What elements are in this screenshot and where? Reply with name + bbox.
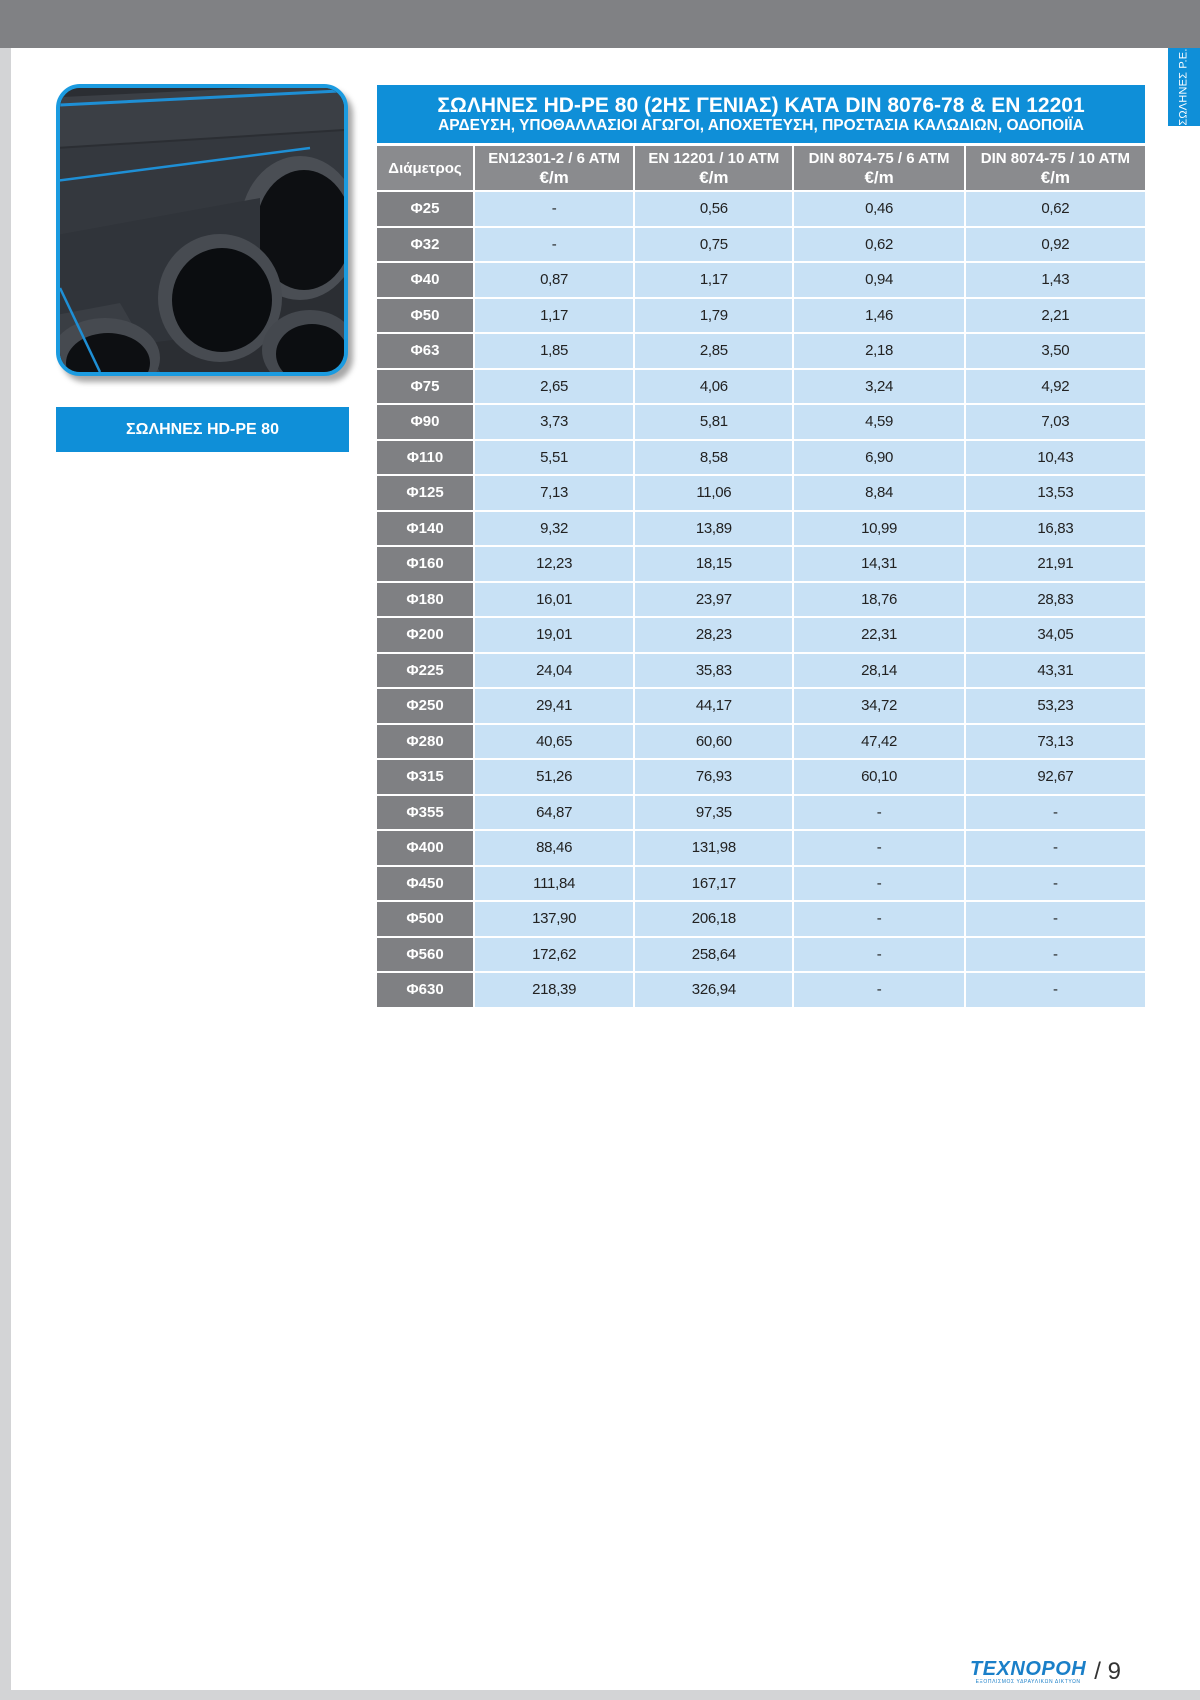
footer bbox=[970, 1658, 1121, 1686]
price-cell: 28,23 bbox=[635, 618, 792, 652]
price-cell: 11,06 bbox=[635, 476, 792, 510]
price-cell: 28,83 bbox=[966, 583, 1145, 617]
price-cell: - bbox=[966, 973, 1145, 1007]
diameter-cell: Φ560 bbox=[377, 938, 473, 972]
price-cell: 4,59 bbox=[794, 405, 963, 439]
column-standard: DIN 8074-75 / 6 ATM bbox=[808, 150, 950, 167]
price-cell: 12,23 bbox=[475, 547, 633, 581]
price-cell: 326,94 bbox=[635, 973, 792, 1007]
price-cell: 22,31 bbox=[794, 618, 963, 652]
price-cell: 3,73 bbox=[475, 405, 633, 439]
column-unit: €/m bbox=[699, 168, 729, 187]
price-cell: 34,72 bbox=[794, 689, 963, 723]
diameter-cell: Φ140 bbox=[377, 512, 473, 546]
price-cell: 111,84 bbox=[475, 867, 633, 901]
price-cell: 0,75 bbox=[635, 228, 792, 262]
price-cell: 44,17 bbox=[635, 689, 792, 723]
price-cell: - bbox=[794, 973, 963, 1007]
diameter-cell: Φ25 bbox=[377, 192, 473, 226]
price-cell: - bbox=[966, 831, 1145, 865]
price-cell: 24,04 bbox=[475, 654, 633, 688]
price-cell: - bbox=[794, 831, 963, 865]
price-table bbox=[375, 144, 1147, 1009]
price-cell: 34,05 bbox=[966, 618, 1145, 652]
price-cell: 7,13 bbox=[475, 476, 633, 510]
price-cell: 0,56 bbox=[635, 192, 792, 226]
price-cell: - bbox=[794, 938, 963, 972]
table-row bbox=[377, 228, 1145, 262]
price-cell: 60,60 bbox=[635, 725, 792, 759]
price-cell: 2,18 bbox=[794, 334, 963, 368]
top-bar bbox=[0, 0, 1200, 48]
brand-tagline: ΕΞΟΠΛΙΣΜΟΣ ΥΔΡΑΥΛΙΚΩΝ ΔΙΚΤΥΩΝ bbox=[975, 1679, 1081, 1685]
price-cell: 53,23 bbox=[966, 689, 1145, 723]
price-cell: 18,76 bbox=[794, 583, 963, 617]
table-title: ΣΩΛΗΝΕΣ HD-PE 80 (2ΗΣ ΓΕΝΙΑΣ) ΚΑΤΑ DIN 8076-78 & EN 12201 bbox=[437, 94, 1085, 117]
price-cell: 5,51 bbox=[475, 441, 633, 475]
column-header bbox=[966, 146, 1145, 190]
table-row bbox=[377, 192, 1145, 226]
price-cell: - bbox=[794, 796, 963, 830]
price-cell: 13,53 bbox=[966, 476, 1145, 510]
diameter-cell: Φ32 bbox=[377, 228, 473, 262]
table-row bbox=[377, 512, 1145, 546]
price-cell: - bbox=[794, 867, 963, 901]
diameter-cell: Φ280 bbox=[377, 725, 473, 759]
table-row bbox=[377, 583, 1145, 617]
table-row bbox=[377, 760, 1145, 794]
table-subtitle: ΑΡΔΕΥΣΗ, ΥΠΟΘΑΛΛΑΣΙΟΙ ΑΓΩΓΟΙ, ΑΠΟΧΕΤΕΥΣΗ, ΠΡΟΣΤΑΣΙΑ ΚΑΛΩΔΙΩΝ, ΟΔΟΠΟΙΪΑ bbox=[438, 117, 1084, 134]
price-cell: 1,79 bbox=[635, 299, 792, 333]
diameter-cell: Φ450 bbox=[377, 867, 473, 901]
table-row bbox=[377, 867, 1145, 901]
price-cell: 167,17 bbox=[635, 867, 792, 901]
section-side-tab bbox=[1168, 48, 1200, 126]
column-unit: €/m bbox=[864, 168, 894, 187]
price-cell: - bbox=[475, 228, 633, 262]
column-header bbox=[635, 146, 792, 190]
diameter-cell: Φ160 bbox=[377, 547, 473, 581]
price-cell: 0,87 bbox=[475, 263, 633, 297]
price-cell: 73,13 bbox=[966, 725, 1145, 759]
price-cell: 1,17 bbox=[635, 263, 792, 297]
price-cell: 0,92 bbox=[966, 228, 1145, 262]
table-row bbox=[377, 334, 1145, 368]
column-standard: EN 12201 / 10 ATM bbox=[648, 150, 780, 167]
price-cell: 137,90 bbox=[475, 902, 633, 936]
product-label: ΣΩΛΗΝΕΣ HD-PE 80 bbox=[56, 407, 349, 452]
table-row bbox=[377, 370, 1145, 404]
table-row bbox=[377, 654, 1145, 688]
price-cell: 76,93 bbox=[635, 760, 792, 794]
price-cell: 2,65 bbox=[475, 370, 633, 404]
page-number: / 9 bbox=[1094, 1658, 1121, 1685]
table-row bbox=[377, 618, 1145, 652]
price-cell: 47,42 bbox=[794, 725, 963, 759]
price-cell: 8,84 bbox=[794, 476, 963, 510]
price-cell: 14,31 bbox=[794, 547, 963, 581]
diameter-cell: Φ125 bbox=[377, 476, 473, 510]
price-cell: 97,35 bbox=[635, 796, 792, 830]
price-table-block bbox=[377, 85, 1145, 1009]
diameter-cell: Φ225 bbox=[377, 654, 473, 688]
diameter-cell: Φ500 bbox=[377, 902, 473, 936]
table-body bbox=[377, 192, 1145, 1007]
price-cell: 3,50 bbox=[966, 334, 1145, 368]
brand-name: TEXNOPOH bbox=[970, 1658, 1087, 1680]
diameter-cell: Φ110 bbox=[377, 441, 473, 475]
price-cell: 23,97 bbox=[635, 583, 792, 617]
diameter-cell: Φ250 bbox=[377, 689, 473, 723]
price-cell: 0,62 bbox=[794, 228, 963, 262]
price-cell: 206,18 bbox=[635, 902, 792, 936]
diameter-cell: Φ90 bbox=[377, 405, 473, 439]
price-cell: 10,43 bbox=[966, 441, 1145, 475]
price-cell: 4,92 bbox=[966, 370, 1145, 404]
diameter-cell: Φ630 bbox=[377, 973, 473, 1007]
table-row bbox=[377, 796, 1145, 830]
table-title-band bbox=[377, 85, 1145, 143]
price-cell: - bbox=[475, 192, 633, 226]
price-cell: 51,26 bbox=[475, 760, 633, 794]
price-cell: - bbox=[966, 867, 1145, 901]
diameter-cell: Φ400 bbox=[377, 831, 473, 865]
price-cell: 6,90 bbox=[794, 441, 963, 475]
price-cell: 258,64 bbox=[635, 938, 792, 972]
price-cell: 21,91 bbox=[966, 547, 1145, 581]
diameter-cell: Φ180 bbox=[377, 583, 473, 617]
price-cell: - bbox=[966, 938, 1145, 972]
table-row bbox=[377, 299, 1145, 333]
price-cell: 43,31 bbox=[966, 654, 1145, 688]
price-cell: 19,01 bbox=[475, 618, 633, 652]
price-cell: 88,46 bbox=[475, 831, 633, 865]
price-cell: 8,58 bbox=[635, 441, 792, 475]
diameter-cell: Φ50 bbox=[377, 299, 473, 333]
price-cell: - bbox=[794, 902, 963, 936]
price-cell: 0,46 bbox=[794, 192, 963, 226]
price-cell: 29,41 bbox=[475, 689, 633, 723]
price-cell: 1,85 bbox=[475, 334, 633, 368]
price-cell: 0,62 bbox=[966, 192, 1145, 226]
price-cell: 9,32 bbox=[475, 512, 633, 546]
price-cell: 0,94 bbox=[794, 263, 963, 297]
price-cell: 28,14 bbox=[794, 654, 963, 688]
price-cell: 64,87 bbox=[475, 796, 633, 830]
brand-logo bbox=[970, 1659, 1086, 1685]
diameter-cell: Φ63 bbox=[377, 334, 473, 368]
diameter-cell: Φ40 bbox=[377, 263, 473, 297]
diameter-cell: Φ355 bbox=[377, 796, 473, 830]
price-cell: 131,98 bbox=[635, 831, 792, 865]
price-cell: 1,46 bbox=[794, 299, 963, 333]
column-unit: €/m bbox=[539, 168, 569, 187]
table-row bbox=[377, 831, 1145, 865]
table-row bbox=[377, 689, 1145, 723]
price-cell: 60,10 bbox=[794, 760, 963, 794]
table-row bbox=[377, 725, 1145, 759]
price-cell: 7,03 bbox=[966, 405, 1145, 439]
table-row bbox=[377, 547, 1145, 581]
column-header bbox=[794, 146, 963, 190]
column-unit: €/m bbox=[1040, 168, 1070, 187]
column-header bbox=[475, 146, 633, 190]
pipes-image bbox=[60, 88, 344, 372]
price-cell: 2,21 bbox=[966, 299, 1145, 333]
price-cell: 16,01 bbox=[475, 583, 633, 617]
price-cell: 13,89 bbox=[635, 512, 792, 546]
pipes-photo bbox=[56, 84, 348, 376]
table-row bbox=[377, 938, 1145, 972]
price-cell: 35,83 bbox=[635, 654, 792, 688]
table-row bbox=[377, 405, 1145, 439]
price-cell: 1,17 bbox=[475, 299, 633, 333]
column-standard: EN12301-2 / 6 ATM bbox=[488, 150, 620, 167]
table-header-row bbox=[377, 146, 1145, 190]
price-cell: - bbox=[966, 796, 1145, 830]
price-cell: 18,15 bbox=[635, 547, 792, 581]
price-cell: 40,65 bbox=[475, 725, 633, 759]
price-cell: - bbox=[966, 902, 1145, 936]
price-cell: 172,62 bbox=[475, 938, 633, 972]
price-cell: 218,39 bbox=[475, 973, 633, 1007]
price-cell: 16,83 bbox=[966, 512, 1145, 546]
column-standard: DIN 8074-75 / 10 ATM bbox=[980, 150, 1130, 167]
diameter-cell: Φ315 bbox=[377, 760, 473, 794]
table-row bbox=[377, 902, 1145, 936]
diameter-header: Διάμετρος bbox=[377, 146, 473, 190]
table-row bbox=[377, 973, 1145, 1007]
table-row bbox=[377, 263, 1145, 297]
price-cell: 2,85 bbox=[635, 334, 792, 368]
price-cell: 4,06 bbox=[635, 370, 792, 404]
diameter-cell: Φ200 bbox=[377, 618, 473, 652]
price-cell: 10,99 bbox=[794, 512, 963, 546]
price-cell: 92,67 bbox=[966, 760, 1145, 794]
table-row bbox=[377, 476, 1145, 510]
price-cell: 3,24 bbox=[794, 370, 963, 404]
price-cell: 5,81 bbox=[635, 405, 792, 439]
diameter-cell: Φ75 bbox=[377, 370, 473, 404]
table-row bbox=[377, 441, 1145, 475]
section-side-tab-label: ΣΩΛΗΝΕΣ P.E. bbox=[1178, 48, 1191, 126]
price-cell: 1,43 bbox=[966, 263, 1145, 297]
